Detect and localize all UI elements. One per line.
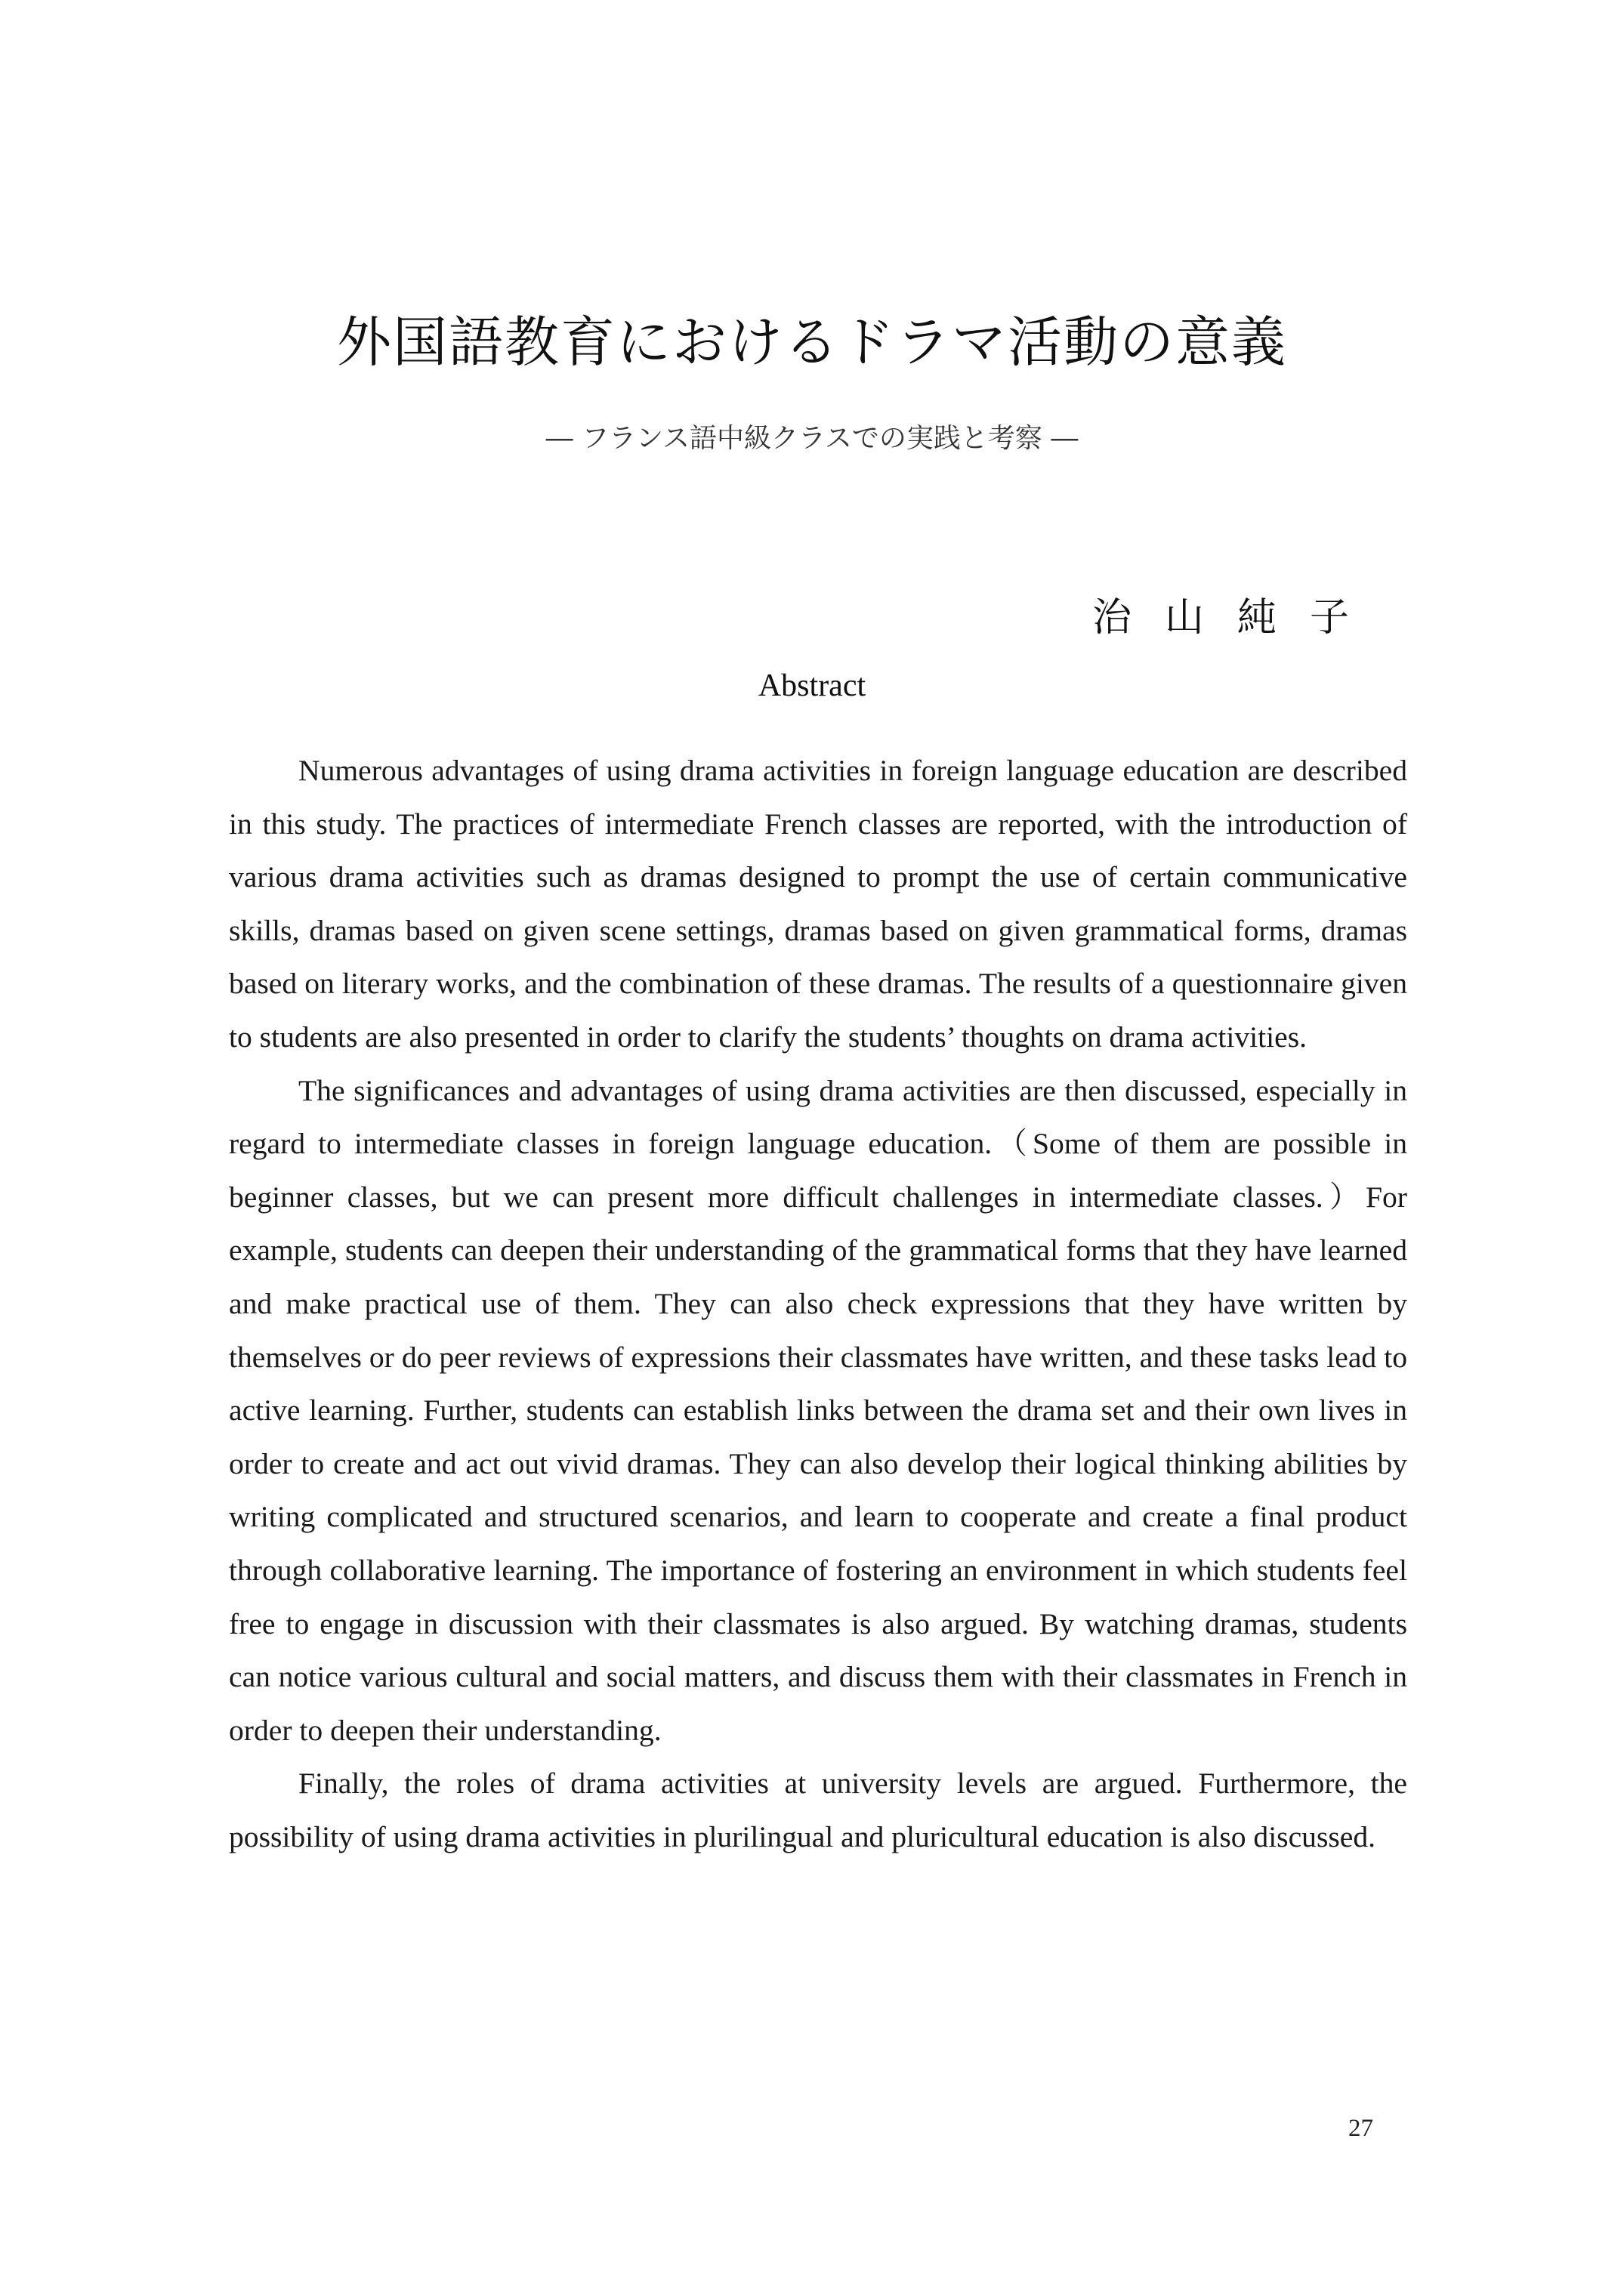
paper-subtitle: ― フランス語中級クラスでの実践と考察 ― — [545, 423, 1079, 454]
abstract-heading: Abstract — [758, 668, 866, 703]
abstract-paragraph-3: Finally, the roles of drama activities at university levels are argued. Furthermore, the possibility of using drama activities in plurilingual and pluricultural education is also discussed. — [229, 1767, 1407, 1853]
author-name: 治山純子 — [1091, 595, 1382, 640]
abstract-body — [229, 744, 1407, 1863]
page-number: 27 — [1348, 2115, 1373, 2142]
abstract-paragraph-2: The significances and advantages of using drama activities are then discussed, especially in regard to intermediate classes in foreign language education.（Some of them are possible in beginner classes, but we can present more difficult challenges in intermediate classes.）For example, students can deepen their understanding of the grammatical forms that they have learned and make practical use of them. They can also check expressions that they have written by themselves or do peer reviews of expressions their classmates have written, and these tasks lead to active learning. Further, students can establish links between the drama set and their own lives in order to create and act out vivid dramas. They can also develop their logical thinking abilities by writing complicated and structured scenarios, and learn to cooperate and create a final product through collaborative learning. The importance of fostering an environment in which students feel free to engage in discussion with their classmates is also argued. By watching dramas, students can notice various cultural and social matters, and discuss them with their classmates in French in order to deepen their understanding. — [229, 1073, 1407, 1747]
abstract-paragraph-1: Numerous advantages of using drama activities in foreign language education are described in this study. The practices of intermediate French classes are reported, with the introduction of various drama activities such as dramas designed to prompt the use of certain communicative skills, dramas based on given scene settings, dramas based on given grammatical forms, dramas based on literary works, and the combination of these dramas. The results of a questionnaire given to students are also presented in order to clarify the students’ thoughts on drama activities. — [229, 754, 1407, 1054]
paper-title: 外国語教育におけるドラマ活動の意義 — [336, 310, 1287, 374]
